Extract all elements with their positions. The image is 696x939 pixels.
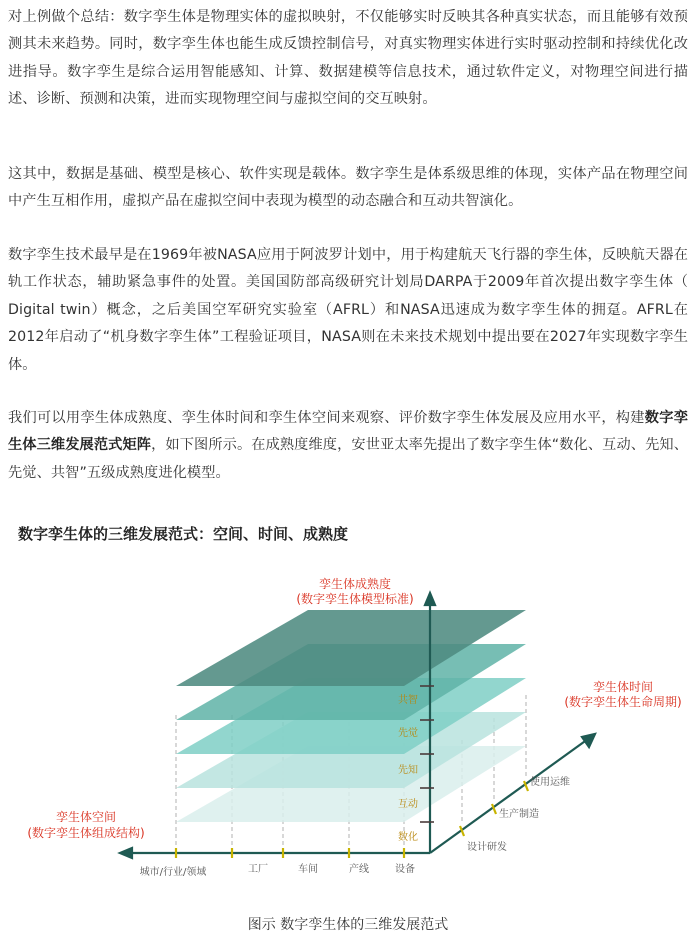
time-tick-label-2: 生产制造 bbox=[499, 809, 539, 820]
axis-space-subtitle: (数字孪生体组成结构) bbox=[27, 826, 145, 840]
paragraph-summary: 对上例做个总结：数字孪生体是物理实体的虚拟映射，不仅能够实时反映其各种真实状态，而且能够有效预测其未来趋势。同时，数字孪生体也能生成反馈控制信号，对真实物理实体进行实时驱动控制和持续优化改进指导。数字孪生是综合运用智能感知、计算、数据建模等信息技术，通过软件定义，对物理空间进行描述、诊断、预测和决策，进而实现物理空间与虚拟空间的交互映射。 bbox=[8, 9, 688, 108]
space-tick-label-1: 城市/行业/领域 bbox=[139, 867, 207, 878]
axis-maturity-arrow bbox=[425, 593, 435, 605]
axis-space-title: 孪生体空间 bbox=[55, 810, 117, 824]
maturity-planes bbox=[176, 610, 526, 822]
axis-time-title: 孪生体时间 bbox=[592, 680, 654, 694]
paragraph-matrix-bold: 数字孪生体三维发展范式矩阵 bbox=[8, 410, 688, 454]
paragraph-history: 数字孪生技术最早是在1969年被NASA应用于阿波罗计划中，用于构建航天飞行器的孪生体，反映航天器在轨工作状态，辅助紧急事件的处置。美国国防部高级研究计划局DARPA于2009年首次提出数字孪生体（ Digital twin）概念，之后美国空军研究实验室（AFRL）和NASA迅速成为数字孪生体的拥趸。AFRL在2012年启动了“机身数字孪生体”工程验证项目，NASA则在未来技术规划中提出要在2027年实现数字孪生体。 bbox=[8, 247, 688, 373]
space-tick-label-5: 设备 bbox=[395, 864, 415, 875]
space-tick-label-2: 工厂 bbox=[248, 864, 268, 875]
axis-space-arrow bbox=[120, 848, 132, 858]
time-tick-label-1: 设计研发 bbox=[467, 842, 507, 853]
level-label-3: 先知 bbox=[398, 765, 418, 776]
paragraph-foundation: 这其中，数据是基础、模型是核心、软件实现是载体。数字孪生是体系级思维的体现，实体产品在物理空间中产生互相作用，虚拟产品在虚拟空间中表现为模型的动态融合和互动共智演化。 bbox=[8, 166, 688, 210]
time-tick-label-3: 使用运维 bbox=[530, 777, 570, 788]
axis-maturity-title: 孪生体成熟度 bbox=[318, 577, 392, 591]
level-label-2: 互动 bbox=[398, 799, 418, 810]
paragraph-matrix-text-1: 我们可以用孪生体成熟度、孪生体时间和孪生体空间来观察、评价数字孪生体发展及应用水平，构建 bbox=[8, 410, 645, 426]
paragraph-matrix-text-2: ，如下图所示。在成熟度维度，安世亚太率先提出了数字孪生体“数化、互动、先知、先觉、共智”五级成熟度进化模型。 bbox=[8, 437, 688, 481]
space-tick-label-3: 车间 bbox=[298, 864, 318, 875]
figure-title: 数字孪生体的三维发展范式：空间、时间、成熟度 bbox=[18, 525, 349, 543]
paragraph-matrix bbox=[8, 405, 688, 487]
axis-maturity-subtitle: (数字孪生体模型标准) bbox=[296, 592, 414, 606]
axis-time-subtitle: (数字孪生体生命周期) bbox=[564, 695, 682, 709]
level-label-5: 共智 bbox=[398, 695, 418, 706]
figure-3d-matrix bbox=[0, 555, 696, 910]
level-label-4: 先觉 bbox=[398, 728, 418, 739]
figure-caption: 图示 数字孪生体的三维发展范式 bbox=[247, 917, 449, 933]
space-tick-label-4: 产线 bbox=[349, 864, 369, 875]
level-label-1: 数化 bbox=[398, 832, 418, 843]
matrix-diagram bbox=[0, 555, 696, 910]
axis-time-arrow bbox=[582, 734, 595, 747]
